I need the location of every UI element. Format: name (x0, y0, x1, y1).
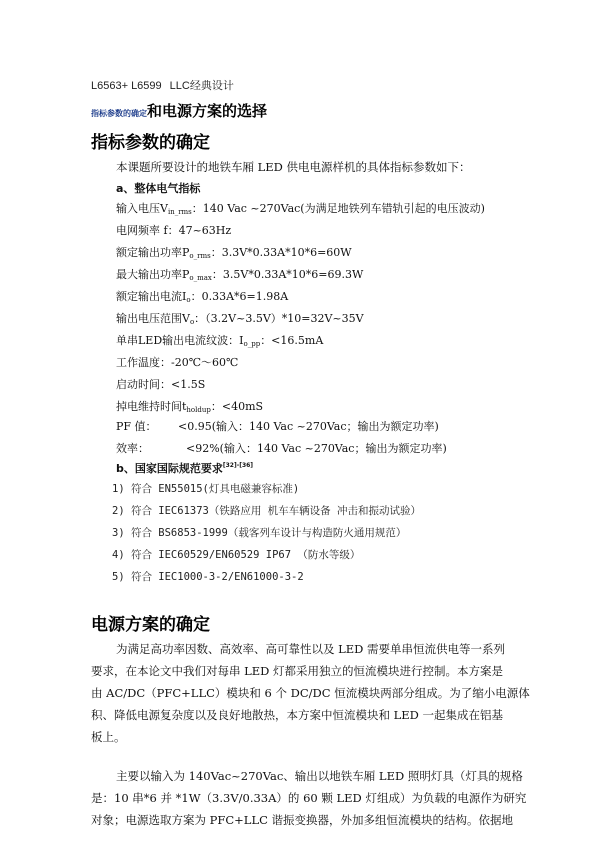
spec-label: 最大输出功率P (116, 268, 190, 281)
spec-label: 掉电维持时间t (116, 400, 187, 413)
spec-temperature: 工作温度：-20℃～60℃ (116, 356, 239, 369)
spec-value: <0.95(输入：140 Vac ~270Vac；输出为额定功率) (178, 420, 439, 433)
requirement-item: 1) 符合 EN55015(灯具电磁兼容标准) (112, 483, 300, 495)
requirement-item: 2) 符合 IEC61373（铁路应用 机车车辆设备 冲击和振动试验） (112, 505, 422, 517)
spec-holdup (116, 398, 263, 414)
requirement-item: 3) 符合 BS6853-1999（载客列车设计与构造防火通用规范） (112, 527, 407, 539)
spec-label: 额定输出电流I (116, 290, 187, 303)
spec-value: ：0.33A*6=1.98A (190, 290, 289, 303)
spec-subscript: o_pp (243, 340, 261, 348)
spec-subscript: o (186, 296, 191, 304)
paragraph-line: 要求，在本论文中我们对每串 LED 灯都采用独立的恒流模块进行控制。本方案是 (91, 664, 504, 678)
spec-subscript: holdup (186, 406, 211, 414)
spec-input-voltage (116, 200, 485, 216)
page-header (91, 77, 234, 93)
spec-value: ：3.3V*0.33A*10*6=60W (210, 246, 352, 259)
spec-value: ：<16.5mA (260, 334, 324, 347)
spec-voltage-range (116, 310, 364, 326)
spec-efficiency (116, 440, 447, 456)
spec-grid-frequency: 电网频率 f：47~63Hz (116, 224, 232, 237)
paragraph-line: 主要以输入为 140Vac~270Vac、输出以地铁车厢 LED 照明灯具（灯具的规格 (116, 769, 523, 783)
spec-rated-current (116, 288, 288, 304)
section-heading-specs: 指标参数的确定 (91, 133, 210, 153)
subheading-text: b、国家国际规范要求 (116, 462, 223, 475)
paragraph-line: 板上。 (91, 730, 126, 744)
requirement-item: 4) 符合 IEC60529/EN60529 IP67 （防水等级） (112, 549, 361, 561)
spec-value: <92%(输入：140 Vac ~270Vac；输出为额定功率) (186, 442, 447, 455)
paragraph-line: 积、降低电源复杂度以及良好地散热，本方案中恒流模块和 LED 一起集成在铝基 (91, 708, 504, 722)
paragraph-line: 为满足高功率因数、高效率、高可靠性以及 LED 需要单串恒流供电等一系列 (116, 642, 506, 656)
subheading-standards (116, 460, 253, 476)
header-part1: L6563+ L6599 (91, 80, 162, 92)
spec-subscript: o_max (189, 274, 212, 282)
spec-pf (116, 418, 439, 434)
section-heading-scheme: 电源方案的确定 (91, 615, 210, 635)
spec-label: 额定输出功率P (116, 246, 190, 259)
spec-label: PF 值： (116, 420, 157, 433)
spec-label: 输出电压范围V (116, 312, 190, 325)
spec-label: 单串LED输出电流纹波：I (116, 334, 244, 347)
document-title (91, 100, 267, 121)
subheading-electrical: a、整体电气指标 (116, 182, 201, 195)
title-small: 指标参数的确定 (91, 109, 147, 118)
intro-text: 本课题所要设计的地铁车厢 LED 供电电源样机的具体指标参数如下： (116, 160, 471, 174)
spec-label: 输入电压V (116, 202, 168, 215)
spec-ripple (116, 332, 323, 348)
spec-startup: 启动时间：<1.5S (116, 378, 206, 391)
spec-subscript: in_rms (167, 208, 192, 216)
spec-max-power (116, 266, 363, 282)
requirement-item: 5) 符合 IEC1000-3-2/EN61000-3-2 (112, 571, 304, 583)
paragraph-line: 由 AC/DC（PFC+LLC）模块和 6 个 DC/DC 恒流模块两部分组成。为了缩小电源体 (91, 686, 530, 700)
spec-value: ：140 Vac ~270Vac(为满足地铁列车错轨引起的电压波动) (191, 202, 485, 215)
title-big: 和电源方案的选择 (147, 102, 268, 120)
spec-value: ：<40mS (210, 400, 264, 413)
spec-value: ：3.5V*0.33A*10*6=69.3W (211, 268, 364, 281)
paragraph-line: 对象；电源选取方案为 PFC+LLC 谐振变换器，外加多组恒流模块的结构。依据地 (91, 813, 514, 827)
header-part2: LLC经典设计 (169, 80, 234, 92)
citation-ref: [32]-[36] (222, 462, 254, 469)
spec-label: 效率： (116, 442, 149, 455)
paragraph-line: 是：10 串*6 并 *1W（3.3V/0.33A）的 60 颗 LED 灯组成）为负载的电源作为研究 (91, 791, 527, 805)
spec-value: ：（3.2V~3.5V）*10=32V~35V (194, 312, 364, 325)
spec-rated-power (116, 244, 352, 260)
spec-subscript: o (189, 318, 195, 326)
spec-subscript: o_rms (189, 252, 211, 260)
